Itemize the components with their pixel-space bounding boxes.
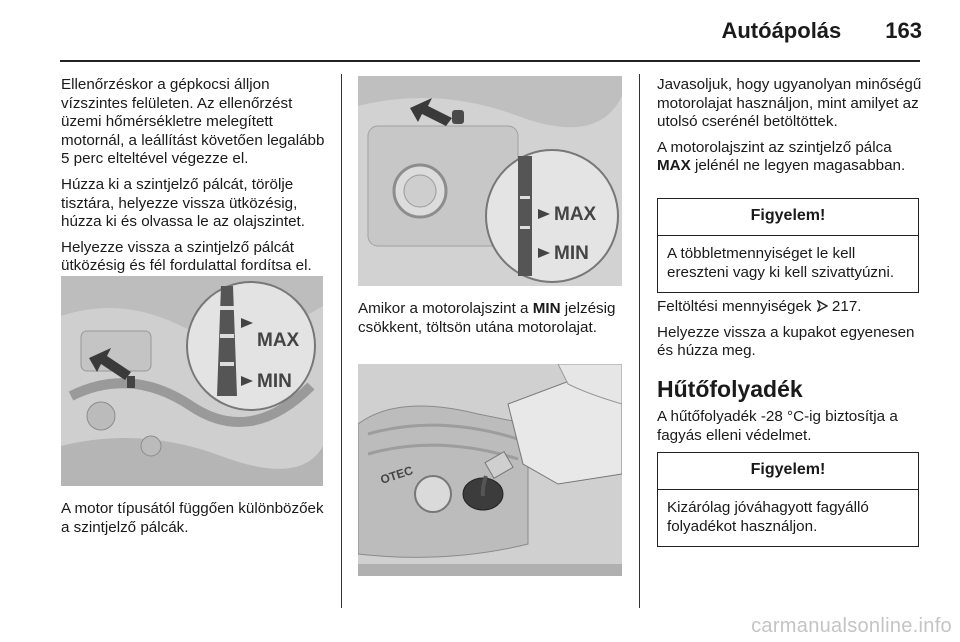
min-label: MIN [257,371,292,392]
min-label: MIN [554,243,589,264]
engine-text: OTEC [378,463,415,487]
paragraph: Helyezze vissza a szintjelző pálcát ütközésig és fél fordulattal fordítsa el. [61,238,312,275]
column-3 [657,76,927,183]
notice-title: Figyelem! [658,453,918,490]
column-divider-2 [639,74,640,608]
section-heading: Hűtőfolyadék [657,376,803,402]
notice-text: Kizárólag jóváhagyott fagyálló folyadékot használjon. [667,499,869,535]
max-label: MAX [257,330,300,351]
notice-title: Figyelem! [658,199,918,236]
max-label: MAX [554,204,597,225]
notice-box-1 [657,198,919,293]
oil-filler-cap [415,476,451,512]
column-1 [61,76,331,283]
paragraph: Helyezze vissza a kupakot egyenesen és húzza meg. [657,323,915,360]
oil-filling-figure [358,364,622,576]
dipstick-detail-circle [486,150,618,282]
figure-caption [61,500,331,544]
header-rule [60,60,920,62]
notice-box-2 [657,452,919,547]
page-number: 163 [885,18,922,43]
column-3-bottom [657,408,927,452]
paragraph: Húzza ki a szintjelző pálcát, törölje tisztára, helyezze vissza ütközésig, húzza ki és olvassa le az olajszintet. [61,175,305,231]
dipstick-figure-1 [61,276,323,486]
paragraph: Javasoljuk, hogy ugyanolyan minőségű motorolajat használjon, mint amilyet az utolsó cserénél betöltöttek. [657,76,922,131]
column-divider-1 [341,74,342,608]
paragraph: Feltöltési mennyiségek 217. [657,298,862,315]
column-2-text [358,300,628,344]
page-header [721,18,922,44]
column-3-middle [657,298,927,368]
paragraph: Ellenőrzéskor a gépkocsi álljon vízszintes felületen. Az ellenőrzést üzemi hőmérsékletre melegített motornál, a leállítást követően legalább 5 perc elteltével végezze el. [61,76,325,168]
paragraph: A motorolajszint az szintjelző pálca MAX jelénél ne legyen magasabban. [657,138,906,175]
header-section-title: Autóápolás [721,18,842,43]
watermark: carmanualsonline.info [751,615,952,637]
caption-text: A motor típusától függően különbözőek a szintjelző pálcák. [61,500,324,536]
notice-text: A többletmennyiséget le kell ereszteni vagy ki kell szivattyúzni. [667,245,895,281]
paragraph: Amikor a motorolajszint a MIN jelzésig csökkent, töltsön utána motorolajat. [358,300,616,336]
paragraph: A hűtőfolyadék -28 °C-ig biztosítja a fagyás elleni védelmet. [657,408,898,444]
dipstick-figure-2 [358,76,622,286]
arrow-reference-icon [816,300,828,312]
